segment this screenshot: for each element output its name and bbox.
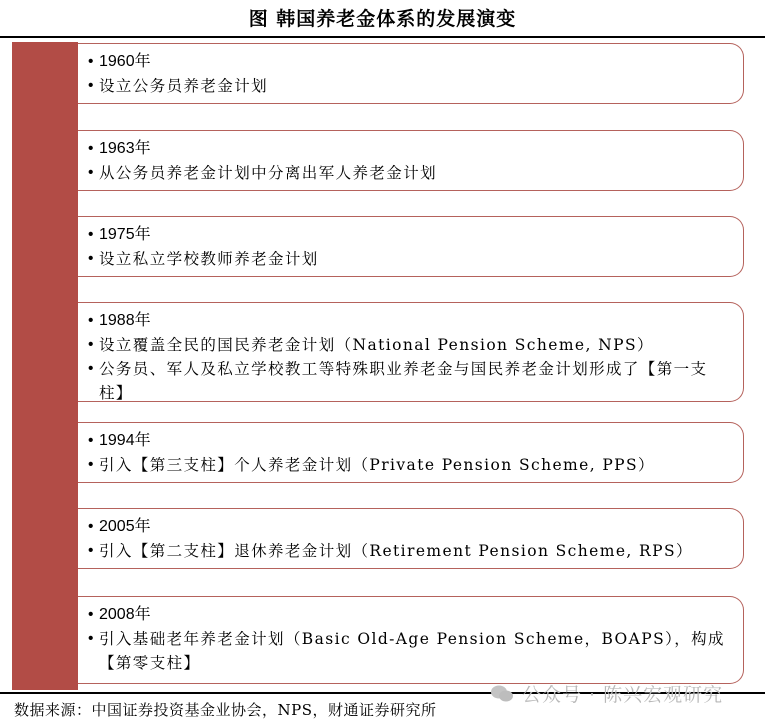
top-rule <box>0 36 765 38</box>
stage-text: 引入【第三支柱】个人养老金计划（Private Pension Scheme, PPS） <box>99 456 655 474</box>
stage-box-1963: • 1963年 • 从公务员养老金计划中分离出军人养老金计划 <box>78 130 744 191</box>
stage-year: 2008年 <box>99 606 151 623</box>
chevron-down-icon <box>12 594 78 690</box>
data-source: 数据来源：中国证券投资基金业协会，NPS，财通证券研究所 <box>14 701 437 719</box>
stage-text: 设立覆盖全民的国民养老金计划（National Pension Scheme, NPS） <box>99 336 654 354</box>
stage-year: 1963年 <box>99 140 151 157</box>
wechat-icon <box>490 684 514 704</box>
chevron-down-icon <box>12 214 78 310</box>
stage-year: 2005年 <box>99 518 151 535</box>
figure-title: 图 韩国养老金体系的发展演变 <box>248 8 517 30</box>
stage-text: 从公务员养老金计划中分离出军人养老金计划 <box>99 164 438 182</box>
watermark-text: 公众号 · 陈兴宏观研究 <box>522 684 724 706</box>
stage-year: 1975年 <box>99 226 151 243</box>
stage-year: 1960年 <box>99 53 151 70</box>
stage-box-1994: • 1994年 • 引入【第三支柱】个人养老金计划（Private Pension Scheme, PPS） <box>78 422 744 483</box>
chevron-down-icon <box>12 506 78 602</box>
stage-box-1960: • 1960年 • 设立公务员养老金计划 <box>78 43 744 104</box>
stage-text: 引入基础老年养老金计划（Basic Old-Age Pension Scheme，BOAPS），构成【第零支柱】 <box>99 630 725 672</box>
stage-box-2005: • 2005年 • 引入【第二支柱】退休养老金计划（Retirement Pension Scheme, RPS） <box>78 508 744 569</box>
chevron-down-icon <box>12 42 78 138</box>
stage-box-2008: • 2008年 • 引入基础老年养老金计划（Basic Old-Age Pension Scheme，BOAPS），构成【第零支柱】 <box>78 596 744 684</box>
stage-box-1975: • 1975年 • 设立私立学校教师养老金计划 <box>78 216 744 277</box>
stage-text: 引入【第二支柱】退休养老金计划（Retirement Pension Scheme, RPS） <box>99 542 693 560</box>
stage-text: 公务员、军人及私立学校教工等特殊职业养老金与国民养老金计划形成了【第一支柱】 <box>99 360 708 402</box>
stage-year: 1994年 <box>99 432 151 449</box>
stage-text: 设立公务员养老金计划 <box>99 77 269 95</box>
chevron-down-icon <box>12 300 78 420</box>
stage-box-1988: • 1988年 • 设立覆盖全民的国民养老金计划（National Pension Scheme, NPS） • 公务员、军人及私立学校教工等特殊职业养老金与国民养老金计划形成了【第一支柱】 <box>78 302 744 402</box>
chevron-down-icon <box>12 128 78 224</box>
chevron-down-icon <box>12 420 78 516</box>
stage-year: 1988年 <box>99 312 151 329</box>
stage-text: 设立私立学校教师养老金计划 <box>99 250 319 268</box>
watermark <box>490 680 723 707</box>
